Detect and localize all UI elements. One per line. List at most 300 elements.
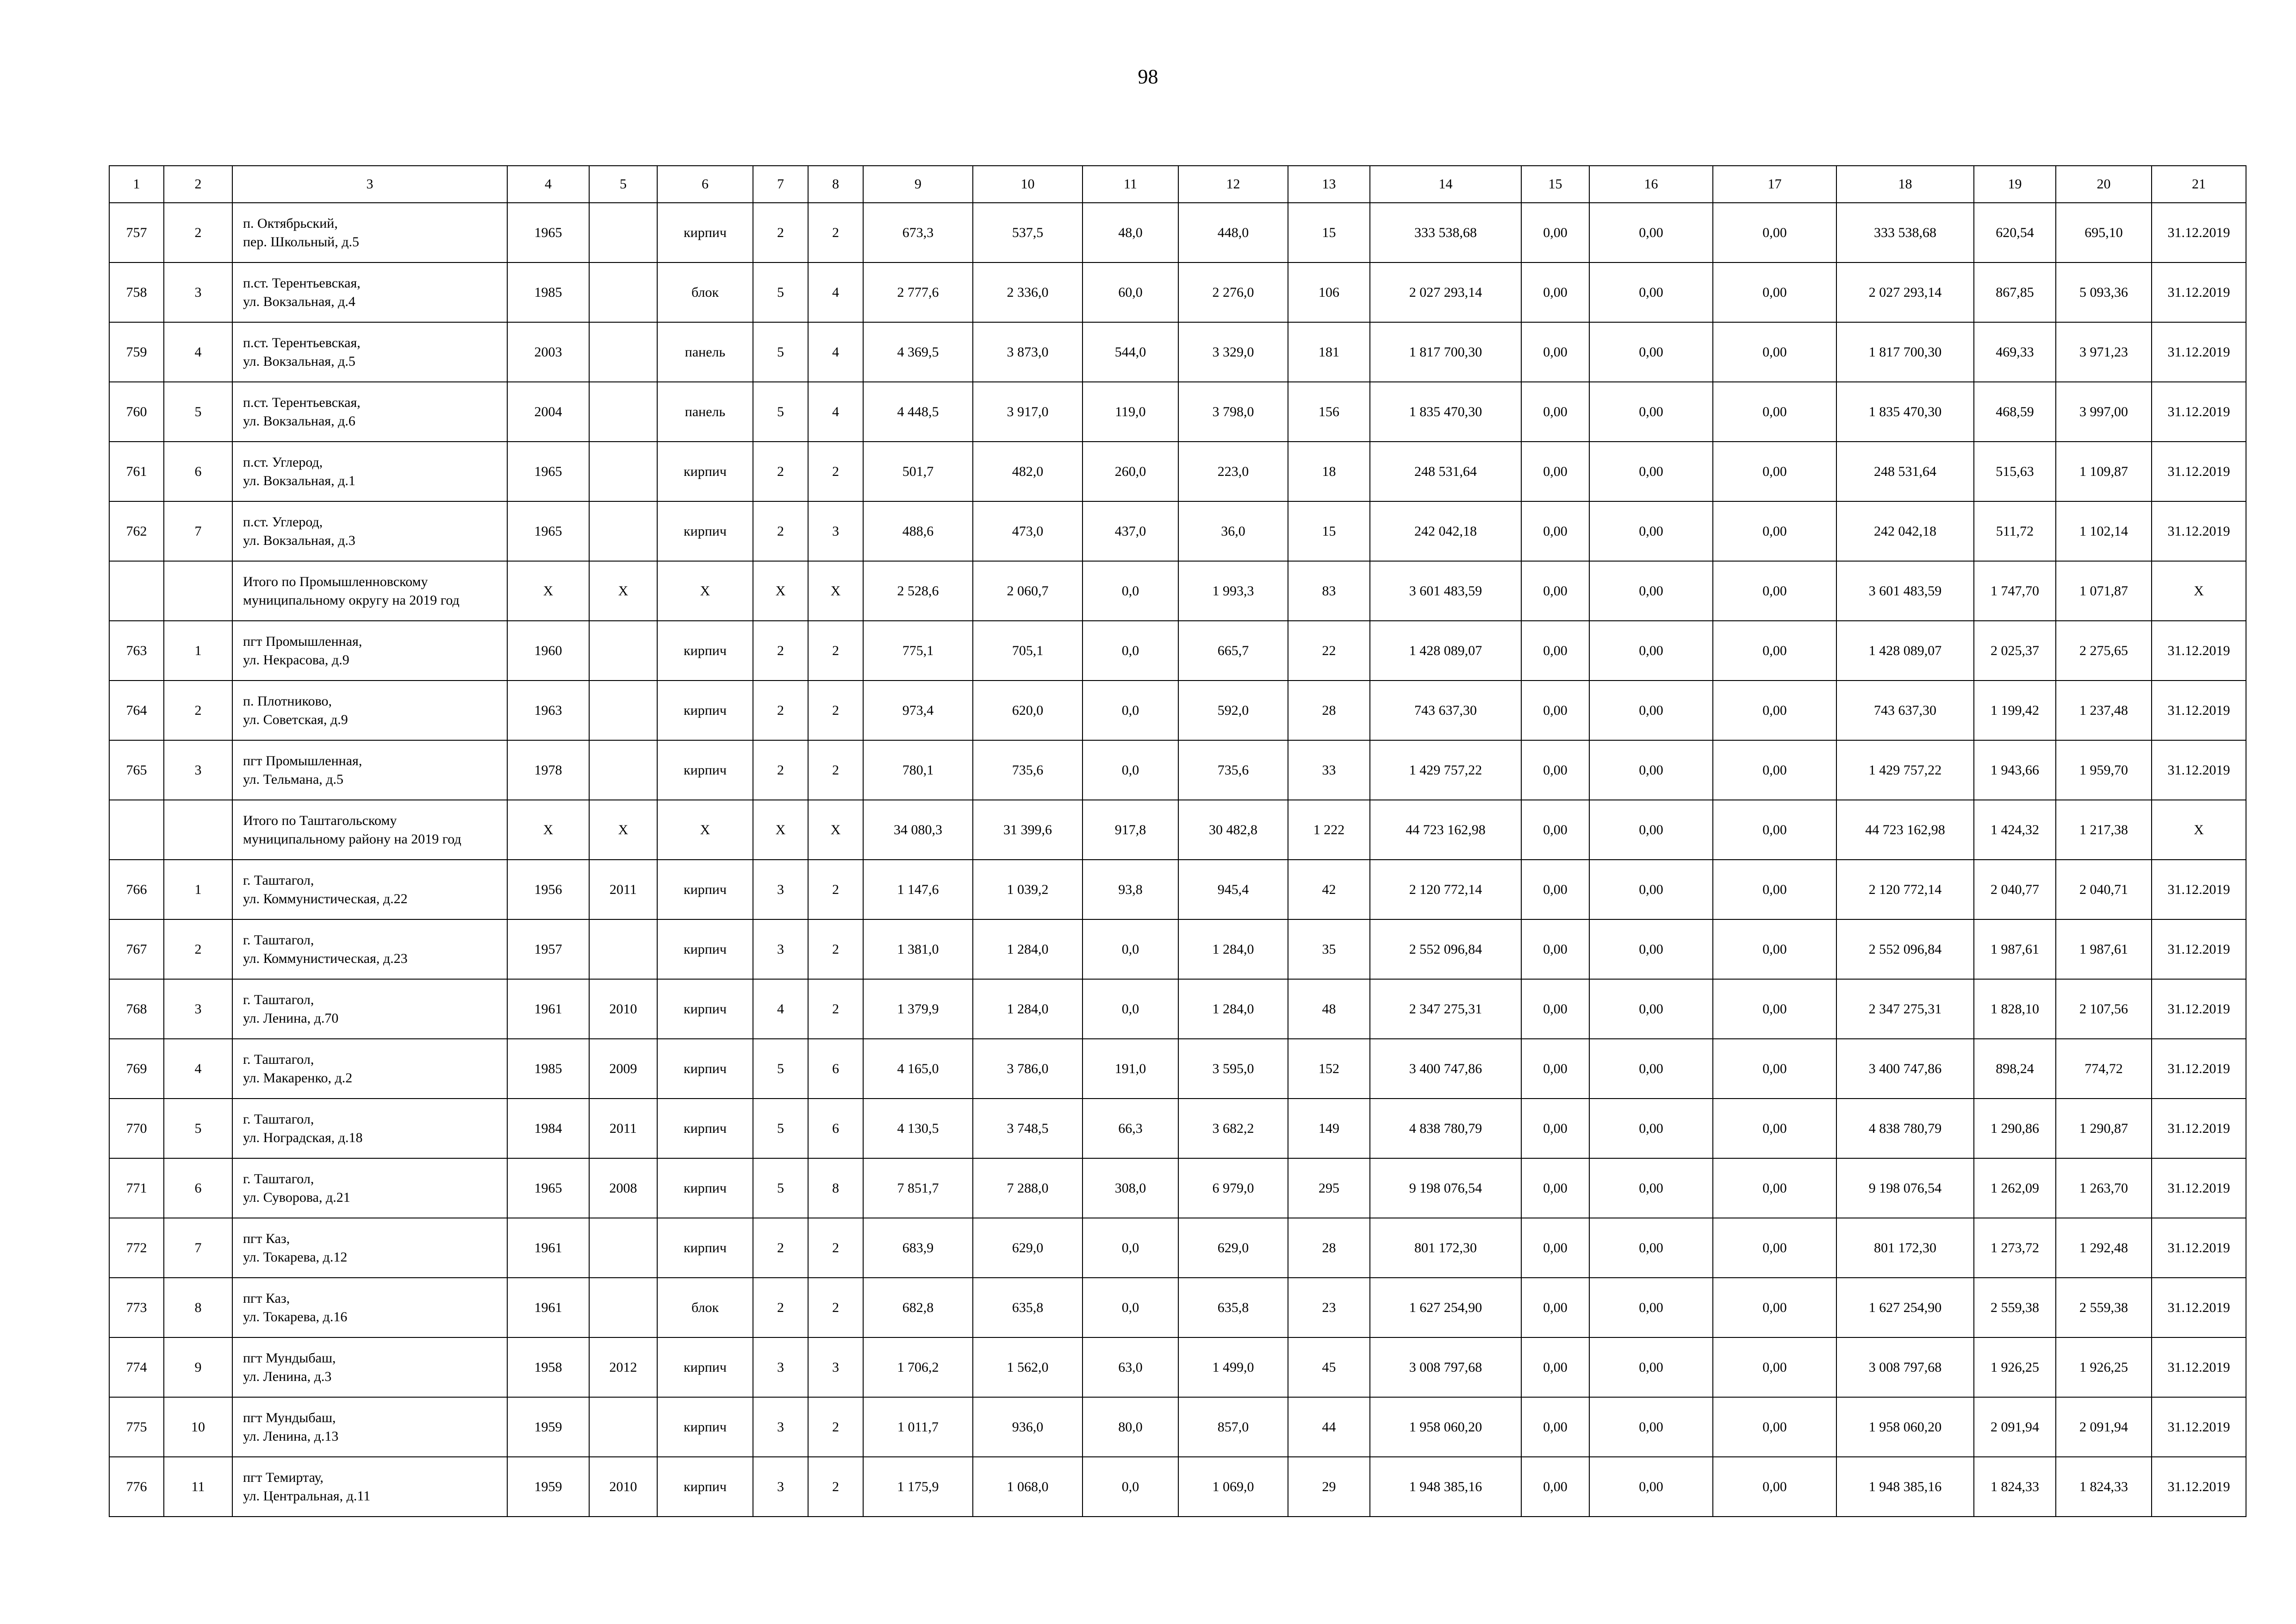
table-cell: 0,00 [1589,1457,1713,1517]
table-cell: 2 040,77 [1974,860,2056,919]
table-cell: 1 828,10 [1974,979,2056,1039]
table-cell: 5 [753,1158,808,1218]
table-cell: 308,0 [1083,1158,1178,1218]
table-cell: 9 [164,1337,232,1397]
table-cell: 0,00 [1713,203,1836,262]
table-cell: 1 039,2 [973,860,1083,919]
table-cell [589,262,657,322]
table-cell: 3 786,0 [973,1039,1083,1099]
page-number: 98 [1138,65,1158,88]
table-cell: 469,33 [1974,322,2056,382]
table-cell: 0,0 [1083,740,1178,800]
table-cell: 7 [164,501,232,561]
table-cell: 2 [808,1218,863,1278]
table-cell: 770 [109,1099,164,1158]
table-cell: 2 777,6 [863,262,973,322]
table-cell: 18 [1288,442,1370,501]
table-cell: 44 723 162,98 [1836,800,1974,860]
table-cell: 31.12.2019 [2152,203,2246,262]
address-cell: пгт Каз, ул. Токарева, д.16 [232,1278,507,1337]
table-cell: 0,00 [1713,681,1836,740]
table-cell: 5 [753,322,808,382]
table-cell: 682,8 [863,1278,973,1337]
column-header: 5 [589,166,657,203]
table-cell: 1957 [507,919,589,979]
table-cell: 6 [164,1158,232,1218]
table-cell: 511,72 [1974,501,2056,561]
table-cell: X [507,800,589,860]
table-cell: 743 637,30 [1836,681,1974,740]
table-cell: 683,9 [863,1218,973,1278]
table-cell: кирпич [657,1099,753,1158]
table-cell: 5 [753,1099,808,1158]
table-cell: 936,0 [973,1397,1083,1457]
table-cell: 917,8 [1083,800,1178,860]
table-row [109,262,2246,322]
table-cell: 3 [753,860,808,919]
table-cell: 2 091,94 [1974,1397,2056,1457]
table-cell: 48 [1288,979,1370,1039]
table-cell: 2 120 772,14 [1836,860,1974,919]
table-cell: 775 [109,1397,164,1457]
table-row [109,1099,2246,1158]
table-cell: 501,7 [863,442,973,501]
table-cell: 898,24 [1974,1039,2056,1099]
table-cell: 2 [753,681,808,740]
table-cell: 3 400 747,86 [1370,1039,1521,1099]
table-cell: 0,00 [1521,1099,1589,1158]
table-cell: 5 [753,1039,808,1099]
address-cell: г. Таштагол, ул. Ленина, д.70 [232,979,507,1039]
table-cell: 2011 [589,1099,657,1158]
table-cell: 4 838 780,79 [1370,1099,1521,1158]
table-cell: 156 [1288,382,1370,442]
table-cell: 6 [808,1039,863,1099]
table-cell: 0,0 [1083,681,1178,740]
table-cell: 2010 [589,1457,657,1517]
table-cell: 3 601 483,59 [1370,561,1521,621]
table-row [109,1218,2246,1278]
table-cell: 735,6 [973,740,1083,800]
table-cell: 0,0 [1083,621,1178,681]
table-cell: 4 130,5 [863,1099,973,1158]
column-header: 20 [2056,166,2152,203]
table-cell: 2004 [507,382,589,442]
table-cell: 2 528,6 [863,561,973,621]
table-cell: 488,6 [863,501,973,561]
table-cell: 1 [164,621,232,681]
table-cell: 3 748,5 [973,1099,1083,1158]
table-cell: 1 222 [1288,800,1370,860]
address-cell: г. Таштагол, ул. Ноградская, д.18 [232,1099,507,1158]
table-cell: 2 [753,1278,808,1337]
table-cell: 1 958 060,20 [1370,1397,1521,1457]
table-cell: 11 [164,1457,232,1517]
table-cell: 7 851,7 [863,1158,973,1218]
table-cell: 1 424,32 [1974,800,2056,860]
table-cell: 2011 [589,860,657,919]
table-cell: 4 [808,382,863,442]
table-cell: 705,1 [973,621,1083,681]
table-cell: 1965 [507,501,589,561]
table-cell: 48,0 [1083,203,1178,262]
table-cell: 0,00 [1713,442,1836,501]
table-row [109,1278,2246,1337]
table-cell: 1985 [507,262,589,322]
table-cell: 0,00 [1521,1218,1589,1278]
table-cell: 242 042,18 [1836,501,1974,561]
table-row [109,1158,2246,1218]
table-cell: 1 290,87 [2056,1099,2152,1158]
address-cell: Итого по Таштагольскому муниципальному району на 2019 год [232,800,507,860]
table-cell: 31.12.2019 [2152,382,2246,442]
table-cell: 515,63 [1974,442,2056,501]
table-cell: 769 [109,1039,164,1099]
table-cell: 6 979,0 [1178,1158,1288,1218]
table-cell: 106 [1288,262,1370,322]
table-cell: блок [657,262,753,322]
table-cell: X [753,561,808,621]
table-cell: 2 [808,740,863,800]
table-cell: 0,00 [1713,800,1836,860]
table-cell: 4 [753,979,808,1039]
table-cell: 242 042,18 [1370,501,1521,561]
table-cell: 2 [753,203,808,262]
table-cell: 5 [164,1099,232,1158]
table-cell: 1 199,42 [1974,681,2056,740]
table-cell: 0,00 [1589,1158,1713,1218]
table-cell: 0,00 [1713,561,1836,621]
table-cell: 1 011,7 [863,1397,973,1457]
column-header: 17 [1713,166,1836,203]
table-cell: 3 329,0 [1178,322,1288,382]
table-cell: 5 [753,382,808,442]
table-cell: 31.12.2019 [2152,919,2246,979]
table-cell: 1978 [507,740,589,800]
table-cell: 772 [109,1218,164,1278]
table-cell: 1 562,0 [973,1337,1083,1397]
table-cell: 0,00 [1713,740,1836,800]
table-cell: 34 080,3 [863,800,973,860]
table-cell: 31.12.2019 [2152,1397,2246,1457]
table-cell: 2 [753,1218,808,1278]
table-cell: 0,00 [1521,1457,1589,1517]
table-cell: X [507,561,589,621]
table-cell [589,501,657,561]
table-cell: 3 [753,1397,808,1457]
address-cell: г. Таштагол, ул. Коммунистическая, д.22 [232,860,507,919]
table-cell: 1961 [507,979,589,1039]
table-cell: 0,00 [1589,1218,1713,1278]
table-cell: 1 706,2 [863,1337,973,1397]
table-cell: 1 [164,860,232,919]
table-cell: 31.12.2019 [2152,681,2246,740]
table-cell: 3 008 797,68 [1836,1337,1974,1397]
column-header: 4 [507,166,589,203]
table-cell: 1 926,25 [1974,1337,2056,1397]
table-cell: 2 [753,442,808,501]
table-cell: 31.12.2019 [2152,860,2246,919]
table-cell: 0,00 [1713,1397,1836,1457]
table-cell: 36,0 [1178,501,1288,561]
table-cell: 764 [109,681,164,740]
table-cell: 1 284,0 [973,979,1083,1039]
table-cell: 2 276,0 [1178,262,1288,322]
table-cell: 0,0 [1083,979,1178,1039]
table-cell: кирпич [657,1457,753,1517]
table-cell: 31.12.2019 [2152,979,2246,1039]
table-cell: 757 [109,203,164,262]
table-cell: 0,00 [1713,382,1836,442]
table-cell: кирпич [657,740,753,800]
table-cell: 767 [109,919,164,979]
table-cell: 8 [808,1158,863,1218]
table-cell: 0,00 [1521,860,1589,919]
table-cell: 2 [753,501,808,561]
table-cell [589,442,657,501]
table-cell [589,1218,657,1278]
table-cell: 1 175,9 [863,1457,973,1517]
table-cell: 0,00 [1589,740,1713,800]
table-row [109,740,2246,800]
table-cell: 1 987,61 [1974,919,2056,979]
table-cell: 2 [808,442,863,501]
table-cell: X [808,800,863,860]
table-cell: 2 [753,621,808,681]
table-cell: 2 559,38 [2056,1278,2152,1337]
address-cell: п.ст. Углерод, ул. Вокзальная, д.3 [232,501,507,561]
table-cell: 5 093,36 [2056,262,2152,322]
table-cell: 629,0 [1178,1218,1288,1278]
table-cell: 0,00 [1521,203,1589,262]
table-cell: 0,00 [1589,1039,1713,1099]
table-cell: 973,4 [863,681,973,740]
table-cell: 45 [1288,1337,1370,1397]
table-cell: 66,3 [1083,1099,1178,1158]
table-cell: 801 172,30 [1836,1218,1974,1278]
table-cell: 0,00 [1589,442,1713,501]
table-cell: 544,0 [1083,322,1178,382]
table-row [109,1397,2246,1457]
table-cell [589,919,657,979]
table-cell: 3 [808,501,863,561]
table-cell: 42 [1288,860,1370,919]
table-cell: 0,00 [1713,979,1836,1039]
table-cell: 2 [164,681,232,740]
table-cell: 1 993,3 [1178,561,1288,621]
table-cell: 473,0 [973,501,1083,561]
table-cell: 0,00 [1521,262,1589,322]
table-cell: 9 198 076,54 [1836,1158,1974,1218]
table-cell: 2 559,38 [1974,1278,2056,1337]
table-cell: 2 107,56 [2056,979,2152,1039]
table-cell: 2 [808,979,863,1039]
table-cell: 2003 [507,322,589,382]
table-cell: 0,00 [1521,800,1589,860]
table-cell: 620,54 [1974,203,2056,262]
table-cell: 0,0 [1083,919,1178,979]
table-cell: 149 [1288,1099,1370,1158]
table-cell: 191,0 [1083,1039,1178,1099]
table-cell: 665,7 [1178,621,1288,681]
table-cell: 629,0 [973,1218,1083,1278]
table-cell: 635,8 [1178,1278,1288,1337]
table-cell: 776 [109,1457,164,1517]
table-cell: 0,00 [1521,1397,1589,1457]
table-cell: 31.12.2019 [2152,1218,2246,1278]
table-cell: 760 [109,382,164,442]
table-cell: 774,72 [2056,1039,2152,1099]
table-cell: 35 [1288,919,1370,979]
table-cell: 1 627 254,90 [1370,1278,1521,1337]
table-cell: 0,00 [1589,561,1713,621]
housing-registry-table [109,165,2246,1517]
table-cell: 152 [1288,1039,1370,1099]
table-cell: 759 [109,322,164,382]
table-cell: 3 008 797,68 [1370,1337,1521,1397]
table-row [109,561,2246,621]
table-cell: 2 [808,621,863,681]
table-cell: X [589,561,657,621]
table-cell: 29 [1288,1457,1370,1517]
table-cell: кирпич [657,1039,753,1099]
table-cell: кирпич [657,1337,753,1397]
table-row [109,382,2246,442]
table-row [109,979,2246,1039]
table-cell: 1 262,09 [1974,1158,2056,1218]
table-cell: 1 263,70 [2056,1158,2152,1218]
table-cell: 1 381,0 [863,919,973,979]
table-cell: 1 217,38 [2056,800,2152,860]
table-cell: 1 429 757,22 [1836,740,1974,800]
table-cell: 2 060,7 [973,561,1083,621]
table-cell: 537,5 [973,203,1083,262]
table-cell: 0,00 [1521,919,1589,979]
table-cell: 0,00 [1521,681,1589,740]
table-cell: 93,8 [1083,860,1178,919]
table-cell: 1965 [507,1158,589,1218]
address-cell: пгт Промышленная, ул. Тельмана, д.5 [232,740,507,800]
table-cell: 1 284,0 [1178,979,1288,1039]
table-cell: 33 [1288,740,1370,800]
table-cell: 1 109,87 [2056,442,2152,501]
table-cell: 10 [164,1397,232,1457]
table-cell: 30 482,8 [1178,800,1288,860]
table-cell: 7 [164,1218,232,1278]
table-cell: кирпич [657,501,753,561]
address-cell: п.ст. Терентьевская, ул. Вокзальная, д.6 [232,382,507,442]
table-cell: 31.12.2019 [2152,322,2246,382]
table-cell: 0,00 [1589,621,1713,681]
table-cell: 60,0 [1083,262,1178,322]
table-cell: 1 987,61 [2056,919,2152,979]
table-cell: 31.12.2019 [2152,1158,2246,1218]
table-cell: 5 [753,262,808,322]
table-cell: 780,1 [863,740,973,800]
address-cell: г. Таштагол, ул. Макаренко, д.2 [232,1039,507,1099]
table-cell: 2009 [589,1039,657,1099]
table-header [109,166,2246,203]
table-cell: 0,00 [1589,1337,1713,1397]
table-cell: 3 601 483,59 [1836,561,1974,621]
table-cell: 592,0 [1178,681,1288,740]
address-cell: пгт Мундыбаш, ул. Ленина, д.13 [232,1397,507,1457]
table-cell: 758 [109,262,164,322]
table-cell: 1 958 060,20 [1836,1397,1974,1457]
table-cell: панель [657,382,753,442]
table-cell: 2 025,37 [1974,621,2056,681]
table-cell: 774 [109,1337,164,1397]
table-cell: 2012 [589,1337,657,1397]
table-cell: 1 747,70 [1974,561,2056,621]
table-cell: 1 817 700,30 [1370,322,1521,382]
table-cell: 295 [1288,1158,1370,1218]
table-cell: 31.12.2019 [2152,1099,2246,1158]
table-cell: 1 926,25 [2056,1337,2152,1397]
table-cell: 3 [164,740,232,800]
table-cell: 773 [109,1278,164,1337]
table-cell: 766 [109,860,164,919]
table-cell: 448,0 [1178,203,1288,262]
table-cell: 0,00 [1713,1099,1836,1158]
table-cell: 635,8 [973,1278,1083,1337]
table-cell: 0,0 [1083,1457,1178,1517]
table-cell: 44 723 162,98 [1370,800,1521,860]
address-cell: пгт Темиртау, ул. Центральная, д.11 [232,1457,507,1517]
column-header: 10 [973,166,1083,203]
table-cell: 4 [164,1039,232,1099]
table-cell: X [2152,800,2246,860]
table-row [109,1457,2246,1517]
table-cell: X [753,800,808,860]
table-cell: 3 595,0 [1178,1039,1288,1099]
table-cell: 4 448,5 [863,382,973,442]
table-cell: 1 290,86 [1974,1099,2056,1158]
table-cell: 260,0 [1083,442,1178,501]
table-cell: 1965 [507,442,589,501]
table-cell: 482,0 [973,442,1083,501]
table-cell: 1 102,14 [2056,501,2152,561]
table-cell: 22 [1288,621,1370,681]
table-cell: 1 948 385,16 [1370,1457,1521,1517]
column-header: 13 [1288,166,1370,203]
table-cell [109,800,164,860]
table-cell: 2 [808,681,863,740]
table-cell: 0,00 [1713,1337,1836,1397]
column-header: 7 [753,166,808,203]
table-cell: 0,00 [1521,1158,1589,1218]
table-row [109,1337,2246,1397]
column-header: 19 [1974,166,2056,203]
table-cell: 0,00 [1521,561,1589,621]
table-cell: 2 120 772,14 [1370,860,1521,919]
table-cell: 1961 [507,1218,589,1278]
table-cell: 945,4 [1178,860,1288,919]
table-cell: кирпич [657,203,753,262]
table-cell: 31.12.2019 [2152,1039,2246,1099]
table-row [109,501,2246,561]
table-cell: 2008 [589,1158,657,1218]
table-cell: 1 428 089,07 [1370,621,1521,681]
table-cell: 0,00 [1713,621,1836,681]
table-cell: 31.12.2019 [2152,621,2246,681]
table-cell: 801 172,30 [1370,1218,1521,1278]
table-row [109,442,2246,501]
table-row [109,860,2246,919]
table-cell: 0,00 [1713,1158,1836,1218]
table-cell: 1 071,87 [2056,561,2152,621]
table-cell: 2 552 096,84 [1370,919,1521,979]
